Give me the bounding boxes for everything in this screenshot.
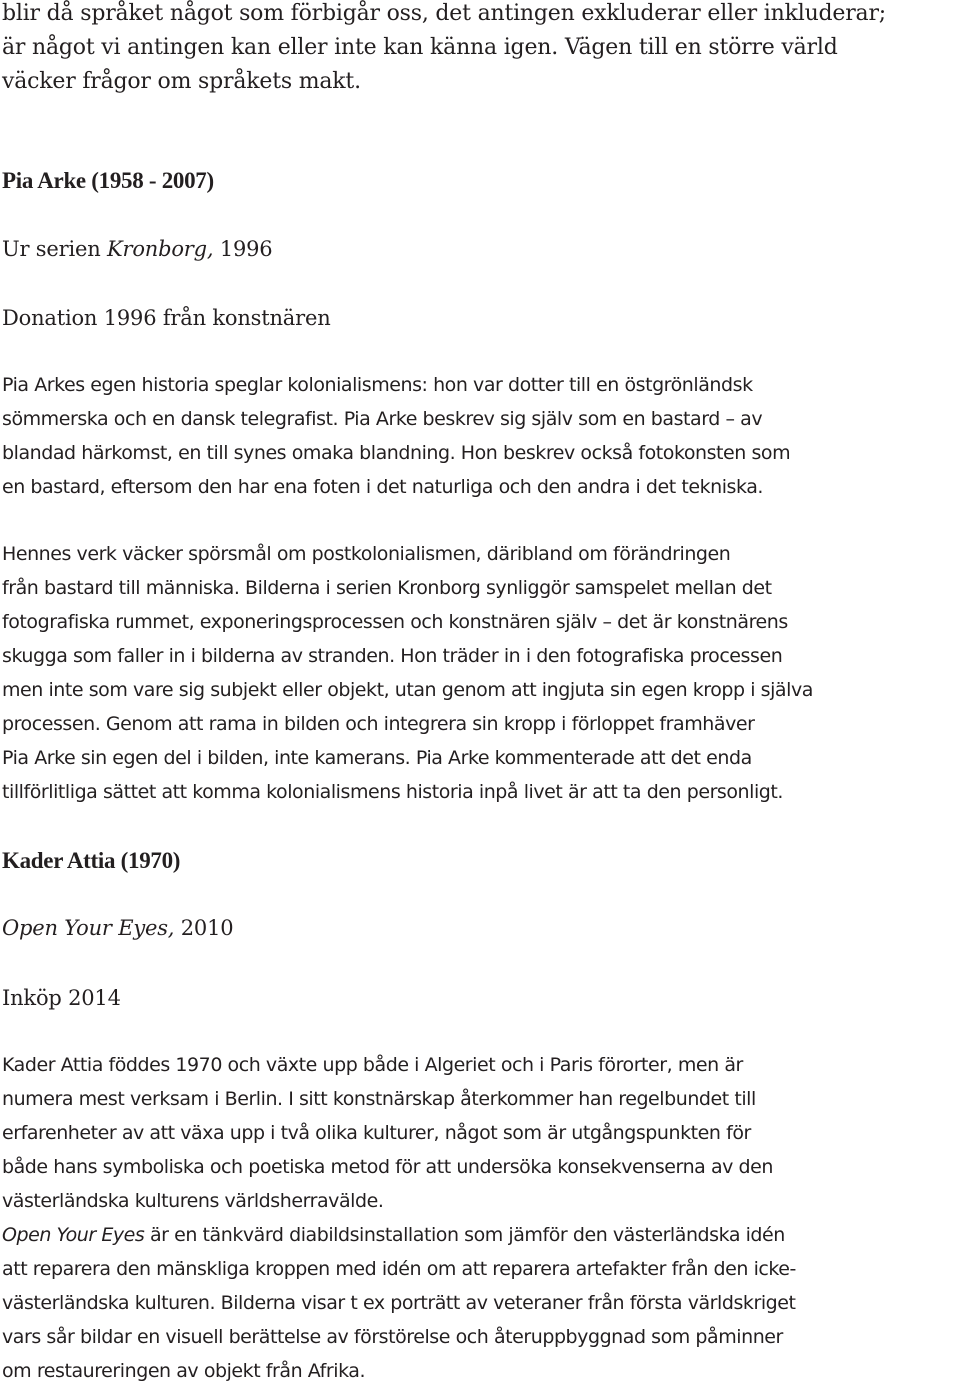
text-line: från bastard till människa. Bilderna i serien Kronborg synliggör samspelet mellan det — [2, 577, 772, 599]
text-line: om restaureringen av objekt från Afrika. — [2, 1360, 366, 1382]
text-line: Hennes verk väcker spörsmål om postkolonialismen, däribland om förändringen — [2, 543, 731, 565]
provenance-attia: Inköp 2014 — [2, 986, 121, 1010]
text-line: vars sår bildar en visuell berättelse av förstörelse och återuppbyggnad som påminner — [2, 1326, 783, 1348]
artwork-caption-arke — [2, 234, 272, 264]
series-year: 1996 — [213, 237, 273, 261]
series-prefix: Ur serien — [2, 237, 107, 261]
description-attia-1 — [2, 1048, 773, 1218]
text-line: västerländska kulturens världsherravälde. — [2, 1190, 384, 1212]
artist-heading-arke: Pia Arke (1958 - 2007) — [2, 168, 214, 193]
description-arke-2 — [2, 537, 813, 809]
text-line: både hans symboliska och poetiska metod för att undersöka konsekvenserna av den — [2, 1156, 773, 1178]
text-line: västerländska kulturen. Bilderna visar t ex porträtt av veteraner från första världskriget — [2, 1292, 796, 1314]
description-attia-2 — [2, 1218, 796, 1388]
intro-line: väcker frågor om språkets makt. — [2, 69, 361, 94]
text-line: fotografiska rummet, exponeringsprocessen och konstnären själv – det är konstnärens — [2, 611, 788, 633]
text-fragment: är en tänkvärd diabildsinstallation som jämför den västerländska idén — [144, 1224, 785, 1246]
text-line: men inte som vare sig subjekt eller objekt, utan genom att ingjuta sin egen kropp i själva — [2, 679, 813, 701]
description-arke-1 — [2, 368, 790, 504]
provenance-arke: Donation 1996 från konstnären — [2, 306, 331, 330]
text-line: Pia Arke sin egen del i bilden, inte kamerans. Pia Arke kommenterade att det enda — [2, 747, 752, 769]
intro-paragraph — [2, 0, 886, 99]
text-line: Kader Attia föddes 1970 och växte upp både i Algeriet och i Paris förorter, men är — [2, 1054, 743, 1076]
text-line — [2, 1218, 796, 1252]
work-title: Open Your Eyes, — [2, 916, 175, 940]
intro-line: blir då språket något som förbigår oss, det antingen exkluderar eller inkluderar; — [2, 1, 886, 26]
text-line: tillförlitliga sättet att komma kolonialismens historia inpå livet är att ta den personligt. — [2, 781, 784, 803]
artwork-caption-attia — [2, 913, 233, 943]
work-title-inline: Open Your Eyes — [2, 1224, 145, 1246]
text-line: blandad härkomst, en till synes omaka blandning. Hon beskrev också fotokonsten som — [2, 442, 791, 464]
text-line: numera mest verksam i Berlin. I sitt konstnärskap återkommer han regelbundet till — [2, 1088, 756, 1110]
artist-heading-attia: Kader Attia (1970) — [2, 848, 181, 873]
text-line: Pia Arkes egen historia speglar kolonialismens: hon var dotter till en östgrönländsk — [2, 374, 753, 396]
intro-line: är något vi antingen kan eller inte kan känna igen. Vägen till en större värld — [2, 35, 838, 60]
text-line: skugga som faller in i bilderna av stranden. Hon träder in i den fotografiska processen — [2, 645, 783, 667]
series-title: Kronborg, — [107, 237, 214, 261]
work-year: 2010 — [174, 916, 234, 940]
text-line: att reparera den mänskliga kroppen med idén om att reparera artefakter från den icke- — [2, 1258, 796, 1280]
text-line: erfarenheter av att växa upp i två olika kulturer, något som är utgångspunkten för — [2, 1122, 751, 1144]
text-line: sömmerska och en dansk telegrafist. Pia Arke beskrev sig själv som en bastard – av — [2, 408, 763, 430]
text-line: en bastard, eftersom den har ena foten i det naturliga och den andra i det tekniska. — [2, 476, 764, 498]
text-line: processen. Genom att rama in bilden och integrera sin kropp i förloppet framhäver — [2, 713, 755, 735]
